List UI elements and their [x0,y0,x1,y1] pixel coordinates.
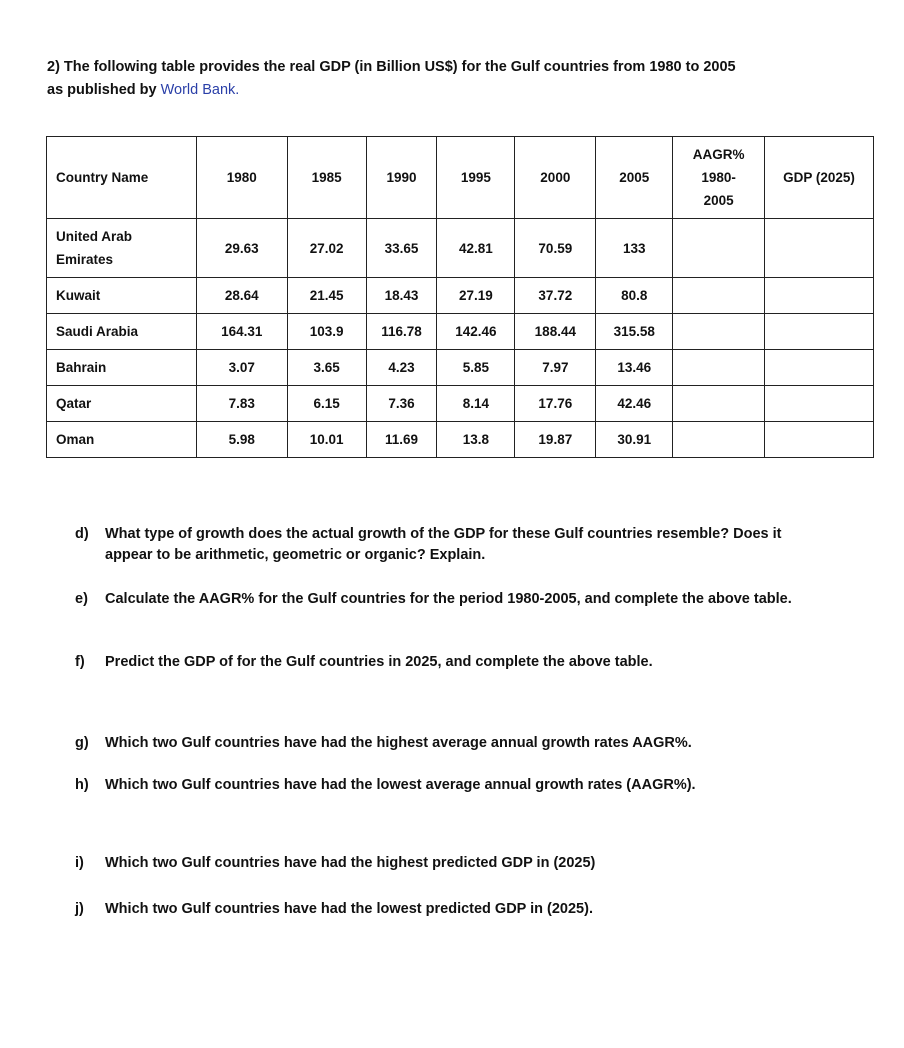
table-header-row [47,137,874,219]
gdp-cell: 7.36 [366,386,437,422]
gdp-cell: 7.83 [196,386,287,422]
gdp-cell: 116.78 [366,314,437,350]
question-text: Which two Gulf countries have had the lowest average annual growth rates (AAGR%). [105,777,696,793]
gdp-2025-empty-cell[interactable] [765,219,874,278]
intro-line-2-prefix: as published by [47,82,161,98]
gdp-cell: 3.07 [196,350,287,386]
question-j [75,899,815,920]
intro-line-1: 2) The following table provides the real GDP (in Billion US$) for the Gulf countries from 1980 to 2005 [47,59,736,75]
question-text: Which two Gulf countries have had the highest predicted GDP in (2025) [105,855,596,871]
gdp-2025-empty-cell[interactable] [765,314,874,350]
country-name-cell [47,219,197,278]
gdp-cell: 19.87 [515,422,596,458]
header-aagr-line-2: 1980- [701,170,736,185]
table-row-uae [47,219,874,278]
question-text: Which two Gulf countries have had the lowest predicted GDP in (2025). [105,901,593,917]
country-name-line-1: United Arab [56,229,133,244]
gdp-cell: 27.19 [437,278,515,314]
question-text: Predict the GDP of for the Gulf countries in 2025, and complete the above table. [105,654,653,670]
question-e [75,589,815,610]
country-name-cell: Oman [47,422,197,458]
header-aagr-line-3: 2005 [703,193,734,208]
table-row-saudi-arabia [47,314,874,350]
question-label: i) [75,855,84,871]
question-label: f) [75,654,85,670]
question-label: j) [75,901,84,917]
question-d [75,524,815,566]
question-i [75,853,815,874]
question-f [75,652,815,673]
gdp-cell: 103.9 [287,314,366,350]
gdp-cell: 70.59 [515,219,596,278]
gdp-cell: 8.14 [437,386,515,422]
aagr-empty-cell[interactable] [673,219,765,278]
gdp-cell: 33.65 [366,219,437,278]
intro-line-2 [47,79,847,102]
question-label: d) [75,526,89,542]
question-intro [47,56,847,102]
header-gdp-2025: GDP (2025) [765,137,874,219]
gdp-cell: 10.01 [287,422,366,458]
gdp-cell: 5.85 [437,350,515,386]
header-1995: 1995 [437,137,515,219]
question-h [75,775,815,796]
gdp-cell: 30.91 [596,422,673,458]
gdp-cell: 28.64 [196,278,287,314]
header-aagr-line-1: AAGR% [692,147,745,162]
gdp-cell: 21.45 [287,278,366,314]
table-row-kuwait [47,278,874,314]
gdp-2025-empty-cell[interactable] [765,386,874,422]
header-country-name: Country Name [47,137,197,219]
table-row-oman [47,422,874,458]
header-2005: 2005 [596,137,673,219]
gdp-2025-empty-cell[interactable] [765,278,874,314]
gdp-cell: 27.02 [287,219,366,278]
country-name-cell: Kuwait [47,278,197,314]
gdp-cell: 17.76 [515,386,596,422]
gdp-cell: 5.98 [196,422,287,458]
gdp-cell: 13.8 [437,422,515,458]
question-label: e) [75,591,88,607]
gdp-table [46,136,874,458]
gdp-cell: 6.15 [287,386,366,422]
aagr-empty-cell[interactable] [673,386,765,422]
question-label: g) [75,735,89,751]
gdp-cell: 188.44 [515,314,596,350]
aagr-empty-cell[interactable] [673,278,765,314]
aagr-empty-cell[interactable] [673,422,765,458]
aagr-empty-cell[interactable] [673,350,765,386]
gdp-cell: 315.58 [596,314,673,350]
gdp-cell: 7.97 [515,350,596,386]
gdp-2025-empty-cell[interactable] [765,350,874,386]
gdp-cell: 3.65 [287,350,366,386]
header-1990: 1990 [366,137,437,219]
country-name-cell: Saudi Arabia [47,314,197,350]
country-name-cell: Qatar [47,386,197,422]
question-label: h) [75,777,89,793]
header-1985: 1985 [287,137,366,219]
gdp-cell: 142.46 [437,314,515,350]
table-row-qatar [47,386,874,422]
gdp-cell: 13.46 [596,350,673,386]
header-2000: 2000 [515,137,596,219]
country-name-cell: Bahrain [47,350,197,386]
gdp-cell: 42.46 [596,386,673,422]
gdp-cell: 80.8 [596,278,673,314]
aagr-empty-cell[interactable] [673,314,765,350]
header-aagr [673,137,765,219]
question-g [75,733,815,754]
header-1980: 1980 [196,137,287,219]
table-row-bahrain [47,350,874,386]
gdp-cell: 42.81 [437,219,515,278]
world-bank-link[interactable]: World Bank. [160,82,240,98]
gdp-2025-empty-cell[interactable] [765,422,874,458]
gdp-cell: 18.43 [366,278,437,314]
country-name-line-2: Emirates [56,252,114,267]
gdp-cell: 4.23 [366,350,437,386]
gdp-cell: 133 [596,219,673,278]
question-text: What type of growth does the actual growth of the GDP for these Gulf countries resemble? Does it appear to be arithmetic, geometric or organic? Explain. [105,526,782,563]
gdp-cell: 11.69 [366,422,437,458]
question-text: Calculate the AAGR% for the Gulf countries for the period 1980-2005, and complete the above table. [105,591,792,607]
question-text: Which two Gulf countries have had the highest average annual growth rates AAGR%. [105,735,692,751]
gdp-cell: 164.31 [196,314,287,350]
gdp-cell: 37.72 [515,278,596,314]
gdp-cell: 29.63 [196,219,287,278]
